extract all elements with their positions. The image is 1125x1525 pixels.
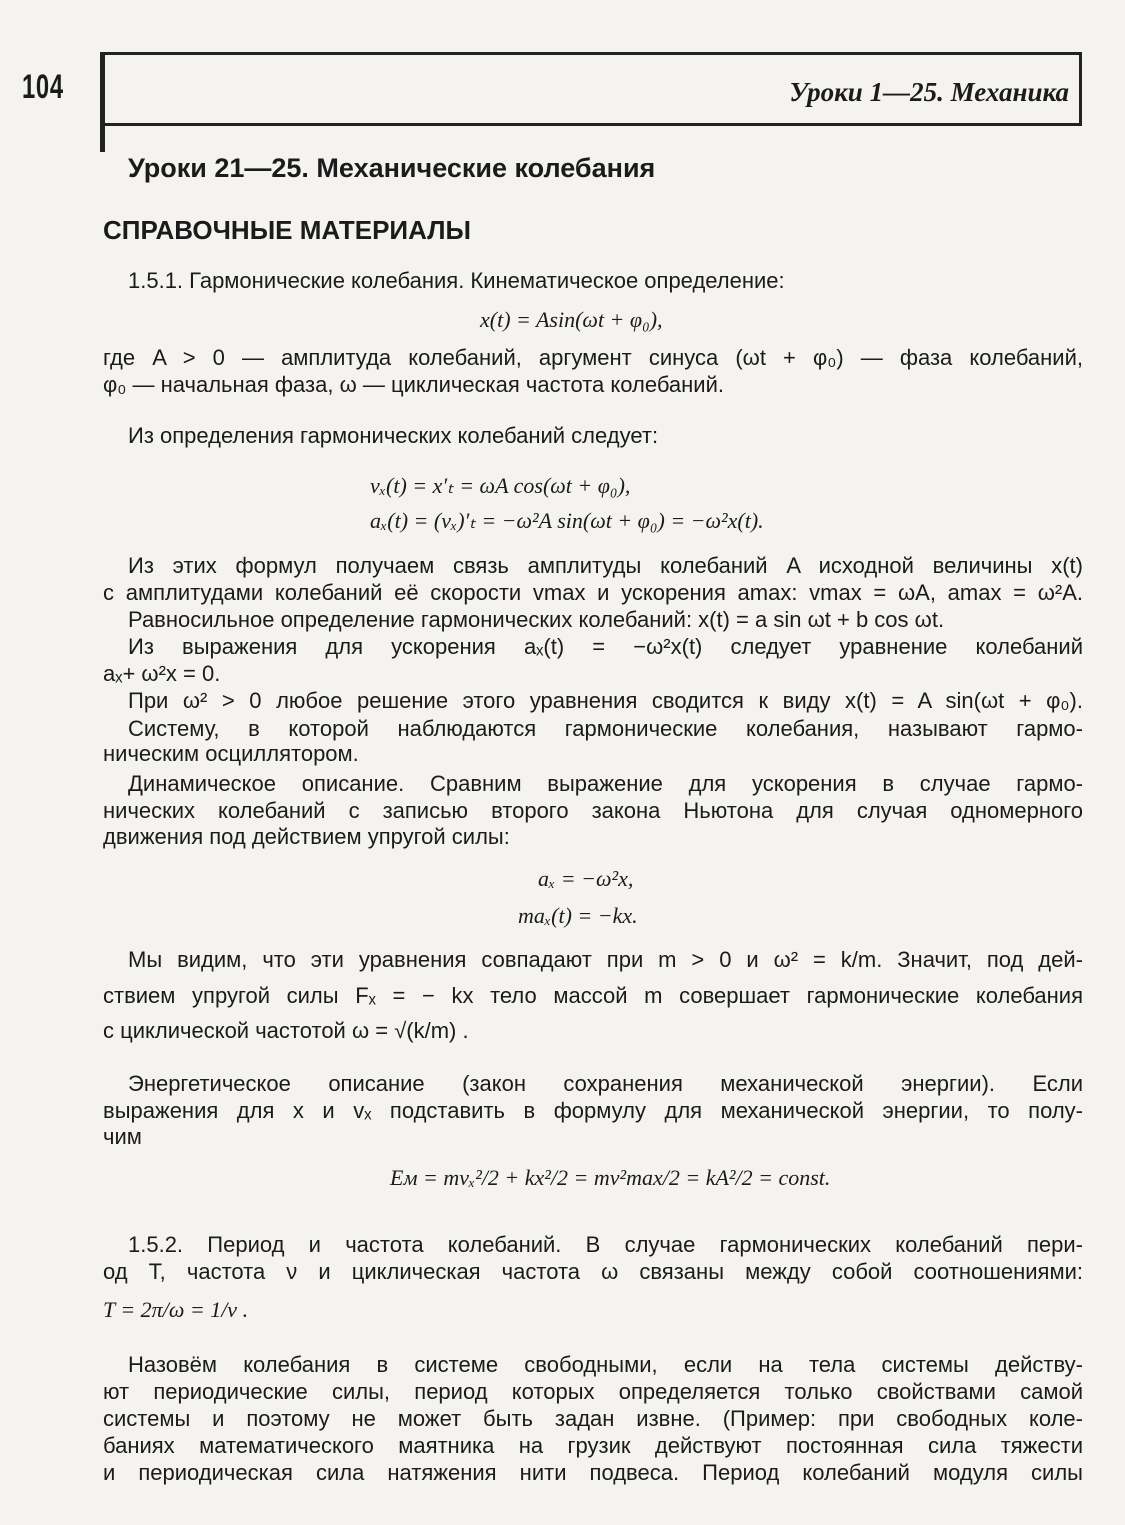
formula: vₓ(t) = x′ₜ = ωA cos(ωt + φ₀), — [370, 473, 631, 498]
page-number: 104 — [22, 68, 64, 106]
paragraph-line: ствием упругой силы Fₓ = − kx тело массой m совершает гармонические колебания — [103, 983, 1083, 1008]
formula: aₓ(t) = (vₓ)′ₜ = −ω²A sin(ωt + φ₀) = −ω²x(t). — [370, 508, 764, 533]
paragraph-line: чим — [103, 1124, 142, 1149]
paragraph-line: Динамическое описание. Сравним выражение для ускорения в случае гармо- — [128, 771, 1083, 796]
header-frame-edge — [100, 52, 105, 152]
paragraph-line: Из этих формул получаем связь амплитуды колебаний A исходной величины x(t) — [128, 553, 1083, 578]
paragraph-line: с амплитудами колебаний её скорости vmax и ускорения amax: vmax = ωA, amax = ω²A. — [103, 580, 1083, 605]
paragraph-line: системы и поэтому не может быть задан извне. (Пример: при свободных коле- — [103, 1406, 1083, 1431]
running-title: Уроки 1—25. Механика — [789, 77, 1069, 107]
paragraph-line: aₓ+ ω²x = 0. — [103, 661, 221, 686]
paragraph-line: баниях математического маятника на грузик действуют постоянная сила тяжести — [103, 1433, 1083, 1458]
paragraph-line: выражения для x и vₓ подставить в формулу для механической энергии, то полу- — [103, 1098, 1083, 1123]
paragraph-line: нических колебаний с записью второго закона Ньютона для случая одномерного — [103, 798, 1083, 823]
formula: Eм = mvₓ²/2 + kx²/2 = mv²max/2 = kA²/2 = const. — [390, 1165, 831, 1190]
paragraph-line: Из определения гармонических колебаний следует: — [128, 423, 659, 448]
paragraph-line: φ₀ — начальная фаза, ω — циклическая частота колебаний. — [103, 372, 724, 397]
lesson-title: Уроки 21—25. Механические колебания — [128, 153, 656, 183]
paragraph-line: При ω² > 0 любое решение этого уравнения сводится к виду x(t) = A sin(ωt + φ₀). — [128, 688, 1083, 713]
paragraph-line: Назовём колебания в системе свободными, если на тела системы действу- — [128, 1352, 1083, 1377]
paragraph-line: с циклической частотой ω = √(k/m) . — [103, 1018, 469, 1043]
paragraph-line: Энергетическое описание (закон сохранения механической энергии). Если — [128, 1071, 1083, 1096]
paragraph-line: движения под действием упругой силы: — [103, 824, 510, 849]
formula: aₓ = −ω²x, — [538, 866, 634, 891]
paragraph-line: 1.5.1. Гармонические колебания. Кинематическое определение: — [128, 268, 785, 293]
formula: maₓ(t) = −kx. — [518, 903, 638, 928]
paragraph-line: ническим осциллятором. — [103, 741, 359, 766]
formula: T = 2π/ω = 1/ν . — [103, 1297, 249, 1322]
paragraph-line: Из выражения для ускорения aₓ(t) = −ω²x(t) следует уравнение колебаний — [128, 634, 1083, 659]
paragraph-line: Систему, в которой наблюдаются гармонические колебания, называют гармо- — [128, 716, 1083, 741]
paragraph-line: од T, частота ν и циклическая частота ω связаны между собой соотношениями: — [103, 1259, 1083, 1284]
paragraph-line: и периодическая сила натяжения нити подвеса. Период колебаний модуля силы — [103, 1460, 1083, 1485]
paragraph-line: Мы видим, что эти уравнения совпадают при m > 0 и ω² = k/m. Значит, под дей- — [128, 947, 1083, 972]
paragraph-line: где A > 0 — амплитуда колебаний, аргумент синуса (ωt + φ₀) — фаза колебаний, — [103, 345, 1083, 370]
section-heading: СПРАВОЧНЫЕ МАТЕРИАЛЫ — [103, 215, 471, 245]
paragraph-line: Равносильное определение гармонических колебаний: x(t) = a sin ωt + b cos ωt. — [128, 607, 945, 632]
paragraph-line: 1.5.2. Период и частота колебаний. В случае гармонических колебаний пери- — [128, 1232, 1083, 1257]
paragraph-line: ют периодические силы, период которых определяется только свойствами самой — [103, 1379, 1083, 1404]
formula: x(t) = Asin(ωt + φ₀), — [480, 307, 663, 332]
